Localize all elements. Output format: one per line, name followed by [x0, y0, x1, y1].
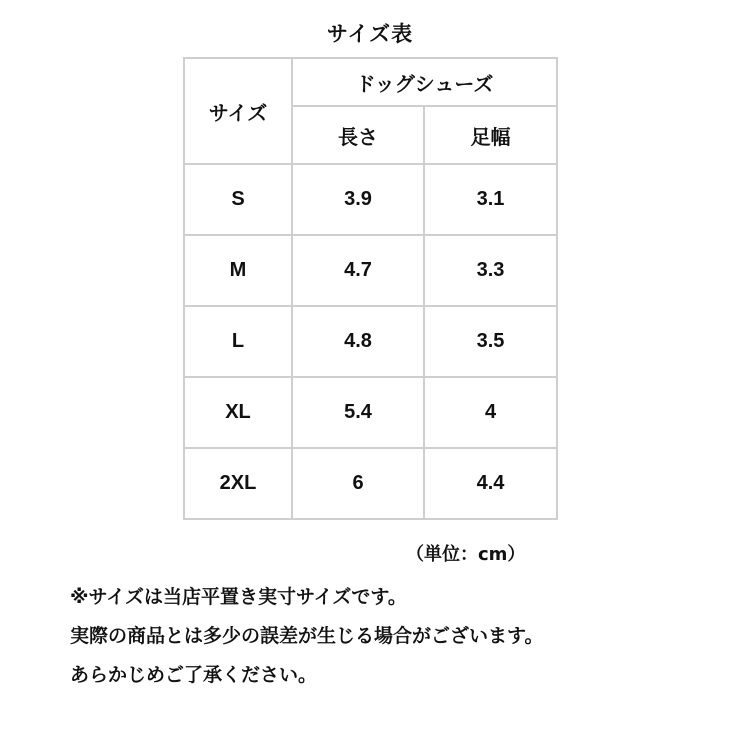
table-row	[184, 306, 557, 377]
size-cell: L	[184, 306, 292, 377]
width-column-header: 足幅	[424, 106, 557, 164]
note-line: 実際の商品とは多少の誤差が生じる場合がございます。	[70, 625, 544, 647]
length-cell: 3.9	[292, 164, 424, 235]
size-column-header: サイズ	[184, 58, 292, 164]
dog-shoes-group-header: ドッグシューズ	[292, 58, 557, 106]
width-cell: 4	[424, 377, 557, 448]
size-cell: M	[184, 235, 292, 306]
length-column-header: 長さ	[292, 106, 424, 164]
unit-note: （単位：cm）	[406, 544, 526, 565]
page-title: サイズ表	[326, 22, 414, 46]
table-row	[184, 235, 557, 306]
size-table	[183, 57, 558, 520]
length-cell: 4.7	[292, 235, 424, 306]
table-row	[184, 377, 557, 448]
size-cell: S	[184, 164, 292, 235]
length-cell: 6	[292, 448, 424, 519]
width-cell: 3.5	[424, 306, 557, 377]
width-cell: 3.3	[424, 235, 557, 306]
table-header-row	[184, 58, 557, 106]
length-cell: 4.8	[292, 306, 424, 377]
width-cell: 3.1	[424, 164, 557, 235]
width-cell: 4.4	[424, 448, 557, 519]
size-cell: XL	[184, 377, 292, 448]
note-line: あらかじめご了承ください。	[70, 664, 318, 686]
notes-block	[70, 578, 543, 695]
size-cell: 2XL	[184, 448, 292, 519]
table-row	[184, 448, 557, 519]
note-line: ※サイズは当店平置き実寸サイズです。	[70, 586, 407, 608]
length-cell: 5.4	[292, 377, 424, 448]
table-row	[184, 164, 557, 235]
